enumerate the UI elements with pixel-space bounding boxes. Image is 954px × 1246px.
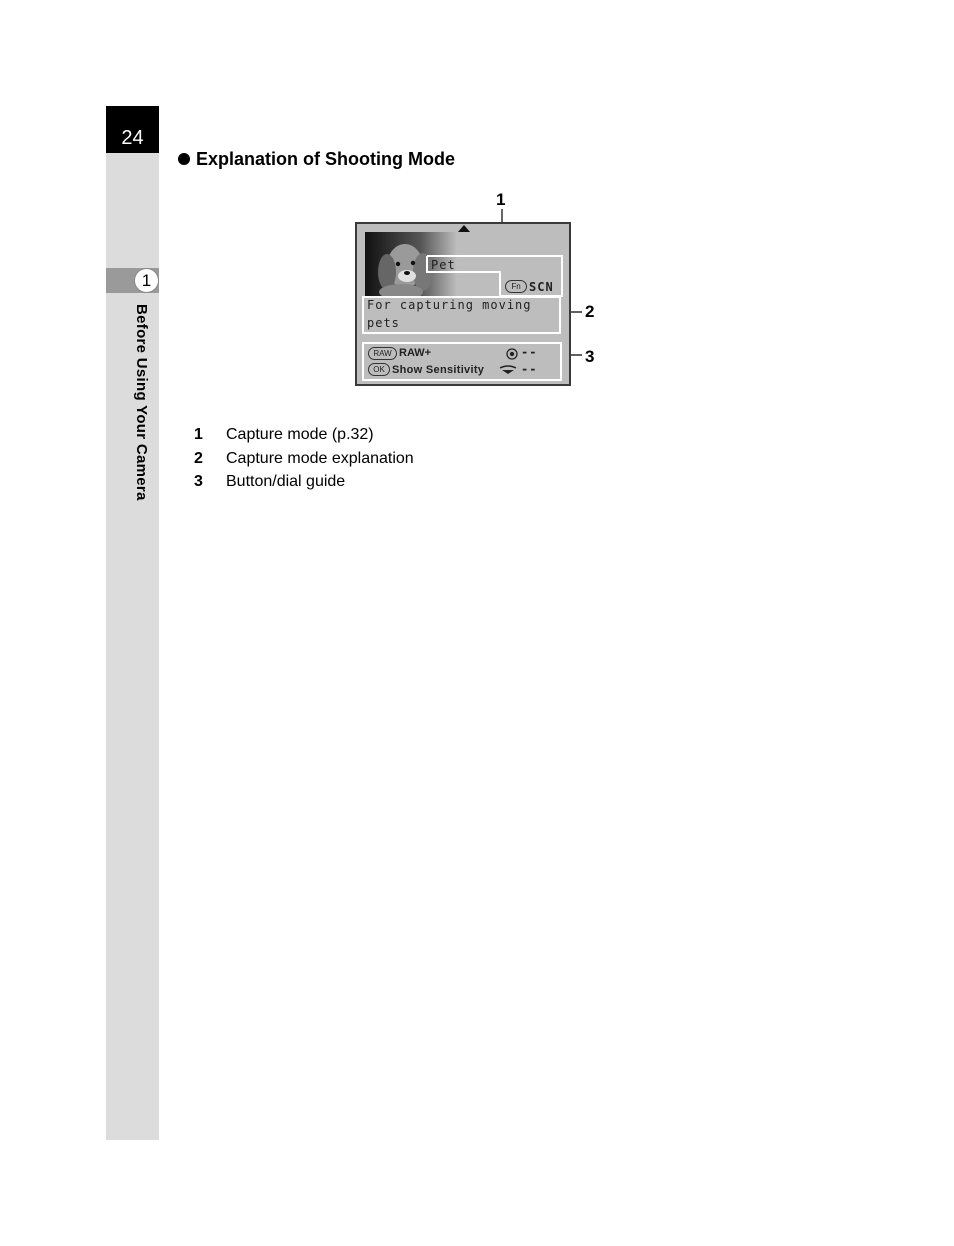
legend-item xyxy=(194,423,414,447)
chapter-number: 1 xyxy=(134,268,159,293)
legend-item-text: Button/dial guide xyxy=(226,473,346,490)
metering-dial-icon xyxy=(506,348,518,360)
setting-value-2: -- xyxy=(521,362,538,376)
legend-item-number: 1 xyxy=(194,426,203,443)
mode-explanation-line-2: pets xyxy=(367,316,400,330)
fn-button-icon: Fn xyxy=(505,280,527,293)
legend-item-text: Capture mode explanation xyxy=(226,449,414,467)
chapter-title: Before Using Your Camera xyxy=(133,304,150,501)
callout-1: 1 xyxy=(496,190,506,209)
e-dial-icon xyxy=(498,365,518,375)
setting-value-1: -- xyxy=(521,345,538,359)
legend-item xyxy=(194,470,414,494)
legend-item-number: 2 xyxy=(194,449,203,467)
show-sensitivity-label: Show Sensitivity xyxy=(392,364,485,376)
ok-button-icon: OK xyxy=(368,363,390,376)
raw-plus-label: RAW+ xyxy=(399,347,432,359)
scene-mode-label: SCN xyxy=(529,280,554,294)
capture-mode-name: Pet xyxy=(431,258,456,272)
mode-explanation-line-1: For capturing moving xyxy=(367,298,532,312)
legend-item xyxy=(194,447,414,471)
section-heading-text: Explanation of Shooting Mode xyxy=(196,149,455,169)
legend-list xyxy=(194,423,414,494)
callout-3: 3 xyxy=(585,347,595,366)
raw-button-icon: RAW xyxy=(368,347,397,360)
page-number: 24 xyxy=(121,127,144,149)
callout-2: 2 xyxy=(585,302,595,321)
camera-lcd-screen xyxy=(355,222,571,386)
legend-item-text: Capture mode (p.32) xyxy=(226,426,374,443)
legend-item-number: 3 xyxy=(194,473,203,490)
